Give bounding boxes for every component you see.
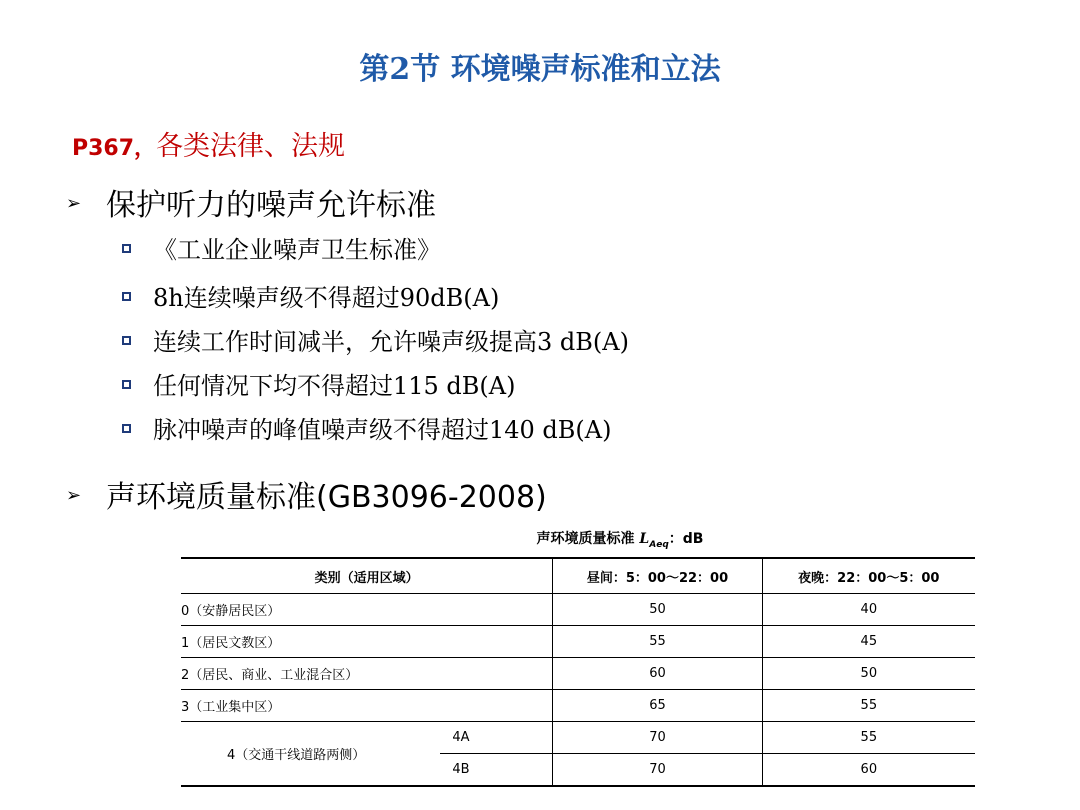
sub-bullet [122, 366, 516, 401]
caption-variable: L [639, 531, 650, 547]
sub-bullet [122, 278, 499, 313]
sub-bullet-text: 任何情况下均不得超过115 dB(A) [153, 372, 516, 400]
sub-bullet [122, 230, 441, 265]
sub-bullet-text: 脉冲噪声的峰值噪声级不得超过140 dB(A) [153, 416, 612, 444]
caption-subscript: Aeq [649, 539, 669, 550]
row-day-value: 55 [553, 626, 762, 658]
row-category: 3（工业集中区） [181, 690, 553, 722]
slide-title: 第2节 环境噪声标准和立法 [359, 52, 721, 87]
table-row [181, 626, 975, 658]
subheading [72, 124, 345, 163]
square-bullet-icon [122, 424, 131, 433]
bullet-hearing-standard [66, 180, 436, 224]
row-day-value: 65 [553, 690, 762, 722]
row-night-value: 55 [763, 722, 975, 754]
table-row [181, 594, 975, 626]
square-bullet-icon [122, 380, 131, 389]
subcategory-label: 4B [452, 761, 470, 777]
table-header-row [181, 558, 975, 594]
sub-bullet [122, 322, 629, 357]
row-category: 4（交通干线道路两侧） [227, 748, 366, 763]
header-night: 夜晚：22：00～5：00 [762, 558, 975, 594]
row-night-values [762, 722, 975, 787]
subheading-text: 各类法律、法规 [156, 131, 346, 162]
square-bullet-icon [122, 336, 131, 345]
row-day-values [553, 722, 762, 787]
square-bullet-icon [122, 292, 131, 301]
bullet-text: 保护听力的噪声允许标准 [106, 188, 436, 223]
row-category-split [181, 722, 553, 787]
sub-bullet-text: 连续工作时间减半，允许噪声级提高3 dB(A) [153, 328, 629, 356]
bullet-acoustic-standard [66, 472, 547, 516]
row-night-value: 45 [762, 626, 975, 658]
row-category: 0（安静居民区） [181, 594, 553, 626]
row-day-value: 70 [553, 722, 761, 754]
caption-unit: ：dB [668, 531, 704, 547]
table-row-split [181, 722, 975, 787]
header-day: 昼间：5：00～22：00 [553, 558, 762, 594]
sub-bullet-text: 8h连续噪声级不得超过90dB(A) [153, 284, 500, 312]
row-day-value: 50 [553, 594, 762, 626]
table-caption [0, 528, 1080, 550]
bullet-text: 声环境质量标准(GB3096-2008) [106, 480, 547, 515]
row-night-value: 50 [762, 658, 975, 690]
sub-bullet [122, 410, 612, 445]
row-category: 2（居民、商业、工业混合区） [181, 658, 553, 690]
arrow-bullet-icon: ➢ [66, 485, 82, 506]
row-night-value: 40 [762, 594, 975, 626]
page-reference: P367， [72, 136, 157, 161]
row-day-value: 70 [649, 762, 666, 777]
arrow-bullet-icon: ➢ [66, 193, 82, 214]
table-row [181, 658, 975, 690]
caption-text: 声环境质量标准 [536, 531, 640, 547]
noise-standard-table [181, 557, 975, 787]
sub-bullet-text: 《工业企业噪声卫生标准》 [153, 236, 441, 264]
row-category: 1（居民文教区） [181, 626, 553, 658]
row-night-value: 60 [860, 762, 878, 777]
subcategory-label: 4A [440, 723, 552, 755]
square-bullet-icon [122, 244, 131, 253]
table-row [181, 690, 975, 722]
row-night-value: 55 [762, 690, 975, 722]
row-day-value: 60 [553, 658, 762, 690]
header-category: 类别（适用区域） [181, 558, 553, 594]
